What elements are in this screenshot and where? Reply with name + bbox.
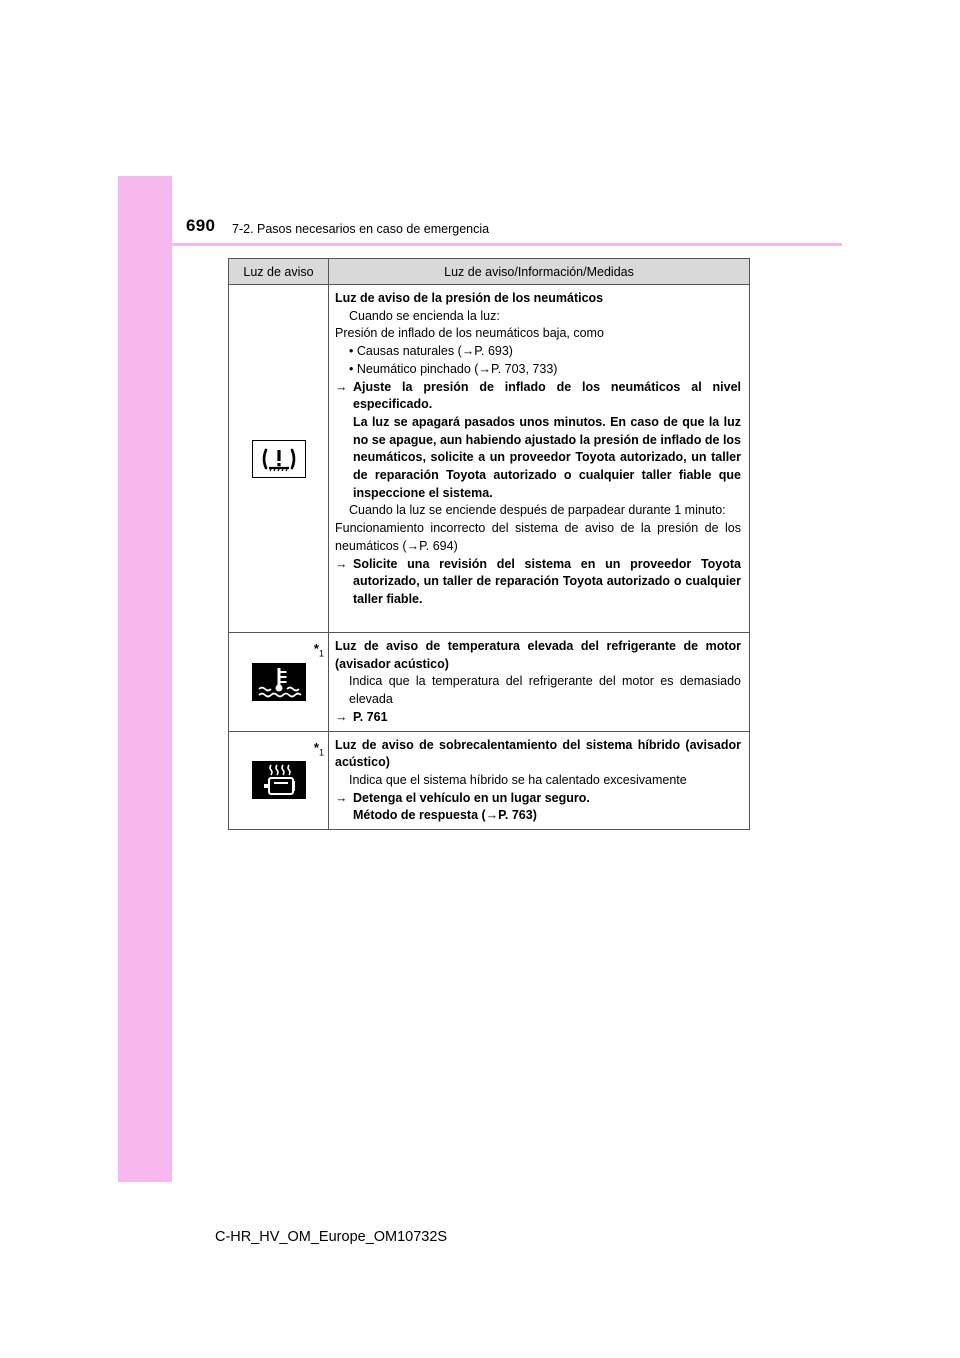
- table-row: [229, 731, 750, 830]
- info-cell: [329, 731, 750, 830]
- text-line: Funcionamiento incorrecto del sistema de aviso de la presión de los neumáticos (→P. 694): [335, 521, 741, 553]
- row-title: Luz de aviso de temperatura elevada del refrigerante de motor (avisador acústico): [335, 639, 741, 671]
- action-line: → Ajuste la presión de inflado de los neumáticos al nivel especificado.: [335, 379, 741, 412]
- table-row: [229, 633, 750, 732]
- document-id: C-HR_HV_OM_Europe_OM10732S: [215, 1229, 448, 1245]
- row-title: Luz de aviso de la presión de los neumáticos: [335, 291, 604, 305]
- action-line: → P. 761: [335, 709, 741, 727]
- section-title: 7-2. Pasos necesarios en caso de emergencia: [232, 222, 490, 236]
- arrow-icon: →: [335, 790, 348, 805]
- side-band: [118, 176, 172, 1182]
- hybrid-system-overheat-icon: [252, 761, 306, 799]
- table-row: [229, 285, 750, 633]
- bullet-item: • Causas naturales (→P. 693): [349, 344, 513, 359]
- text-line: Cuando la luz se enciende después de parpadear durante 1 minuto:: [349, 503, 726, 518]
- arrow-icon: →: [335, 709, 348, 724]
- icon-cell: [229, 731, 329, 830]
- tire-pressure-warning-icon: [252, 440, 306, 478]
- text-line: Indica que la temperatura del refrigerante del motor es demasiado elevada: [349, 674, 741, 707]
- icon-cell: [229, 633, 329, 732]
- action-continuation: Método de respuesta (→P. 763): [353, 808, 537, 823]
- footnote-marker: $*_1$: [313, 641, 324, 659]
- text-line: Indica que el sistema híbrido se ha calentado excesivamente: [349, 772, 687, 787]
- row-title: Luz de aviso de sobrecalentamiento del sistema híbrido (avisador acústico): [335, 737, 741, 770]
- arrow-icon: →: [335, 556, 348, 571]
- page-number: 690: [186, 216, 216, 235]
- info-cell: [329, 633, 750, 732]
- icon-cell: [229, 285, 329, 633]
- action-continuation: La luz se apagará pasados unos minutos. En caso de que la luz no se apague, aun habiendo ajustado la presión de inflado de los neumáticos, solicite a un proveedor Toyota autorizado, un taller de reparación Toyota autorizado o cualquier taller fiable que inspeccione el sistema.: [353, 414, 741, 500]
- arrow-icon: →: [335, 379, 348, 394]
- coolant-temperature-warning-icon: [252, 663, 306, 701]
- column-header-warning-light: Luz de aviso: [229, 259, 329, 285]
- text-line: Cuando se encienda la luz:: [349, 308, 500, 323]
- action-line: → Detenga el vehículo en un lugar seguro.: [335, 790, 741, 808]
- warning-lights-table: [228, 258, 750, 830]
- info-cell: [329, 285, 750, 633]
- bullet-item: • Neumático pinchado (→P. 703, 733): [349, 361, 558, 376]
- header-rule: [118, 243, 842, 246]
- table-header-row: [229, 259, 750, 285]
- text-line: Presión de inflado de los neumáticos baja, como: [335, 326, 604, 341]
- footnote-marker: $*_1$: [313, 739, 324, 758]
- column-header-info: Luz de aviso/Información/Medidas: [329, 259, 750, 285]
- action-line: → Solicite una revisión del sistema en un proveedor Toyota autorizado, un taller de reparación Toyota autorizado o cualquier taller fiable.: [335, 556, 741, 606]
